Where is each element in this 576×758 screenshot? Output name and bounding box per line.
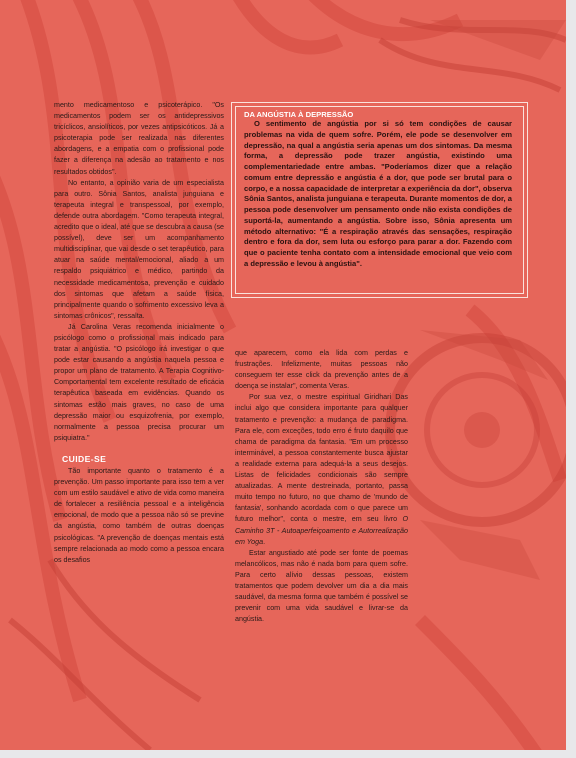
article-column-right — [235, 348, 408, 625]
paragraph-text: Por sua vez, o mestre espiritual Giridhari Das inclui algo que considera importante para qualquer tratamento e prevenção: a mudança de paradigma. Para ele, com exceções, todo erro é fruto daquilo que chama de paradigma da fantasia. "Em um processo interminável, a pessoa constantemente busca ajustar a realidade externa para adequá-la a seus desejos. Listas de felicidades condicionais são sempre atualizadas. A mente destreinada, portanto, passa muito tempo no futuro, no que chamo de 'mundo de fantasia', sonhando acordada com o que parece um futuro melhor", conta o mestre, em seu livro — [235, 393, 408, 524]
paragraph-end: . — [263, 537, 266, 546]
sidebar-paragraph: O sentimento de angústia por si só tem condições de causar problemas na vida de quem sofre. Porém, ele pode se desenvolver em depressão, na qual a angústia seria apenas um dos sintomas. Da mesma forma, a depressão pode trazer angústia, existindo uma complementariedade entre ambas. "Poderíamos dizer que a relação comum entre depressão e angústia é a dor, que pode ser brutal para o corpo, e a nossa capacidade de interpretar a experiência da dor", observa Sônia Santos, analista junguiana e terapeuta. Durante momentos de dor, a pessoa pode desenvolver um pensamento onde não exista condições de suportá-la, aumentando a angústia. Sobre isso, Sônia apresenta um método alternativo: "É a respiração através das sensações, respiração dentro e fora da dor, sem luta ou esforço para parar a dor. Fazendo com que o paciente tenha contato com a intensidade emocional que veio com a depressão e levou à angústia". — [244, 119, 512, 268]
paragraph: que aparecem, como ela lida com perdas e frustrações. Infelizmente, muitas pessoas não conseguem ter esse click da prevenção antes de a doença se instalar", comenta Veras. — [235, 349, 408, 391]
book-title: O Caminho 3T - Autoaperfeiçoamento e Autorrealização em Yoga — [235, 515, 408, 546]
sidebar-box — [231, 102, 528, 298]
article-column-left — [54, 100, 224, 566]
paragraph: Tão importante quanto o tratamento é a prevenção. Um passo importante para isso tem a ver com um estilo saudável e ativo de vida como maneira de fortalecer a resiliência pessoal e a inteligência emocional, de modo que a pessoa não só se previne da angústia, como também de outras doenças psicológicas. "A prevenção de doenças mentais está sempre relacionada ao modo como a pessoa encara os desafios — [54, 467, 224, 564]
paragraph: Estar angustiado até pode ser fonte de poemas melancólicos, mas não é nada bom para quem sofre. Para certo alívio dessas pessoas, existem tratamentos que podem devolver um dia a dia mais saudável, da mesma forma que também é possível se prevenir com uma vida saudável e livrar-se da angústia. — [235, 548, 408, 624]
paragraph: Já Carolina Veras recomenda inicialmente o psicólogo como o profissional mais indicado para tratar a angústia. "O psicólogo irá investigar o que pode estar causando a angústia naquela pessoa e propor um plano de tratamento. A Terapia Cognitivo-Comportamental tem excelente resultado de eficácia terapêutica baseada em evidências. Quando os sintomas estão mais graves, no caso de uma depressão maior ou esquizofrenia, por exemplo, normalmente a pessoa precisa procurar um psiquiatra." — [54, 322, 224, 442]
paragraph: mento medicamentoso e psicoterápico. "Os medicamentos podem ser os antidepressivos tricíclicos, ansiolíticos, por vezes antipsicóticos. Já a psicoterapia pode ser realizada nas diferentes abordagens, e a empatia com o profissional pode fazer a diferença na adesão ao tratamento e nos resultados obtidos". — [54, 101, 224, 176]
paragraph: No entanto, a opinião varia de um especialista para outro. Sônia Santos, analista junguiana e terapeuta integral e transpessoal, por exemplo, defende outra abordagem. "Como terapeuta integral, acredito que o ideal, até que se descubra a causa (se possível), deve ser um acompanhamento multidisciplinar, que vai desde o set terapêutico, para atuar na saúde mental/emocional, aliado a um respaldo psiquiátrico e médico, partindo da necessidade medicamentosa, prevenção e cuidado dos sintomas que afetam a saúde física, principalmente quando o sofrimento excessivo leva a sintomas crônicos", ressalta. — [54, 178, 224, 320]
sidebar-text — [244, 119, 512, 270]
sidebar-title: DA ANGÚSTIA À DEPRESSÃO — [244, 110, 354, 119]
paragraph — [235, 392, 408, 547]
section-heading: CUIDE-SE — [62, 453, 107, 464]
